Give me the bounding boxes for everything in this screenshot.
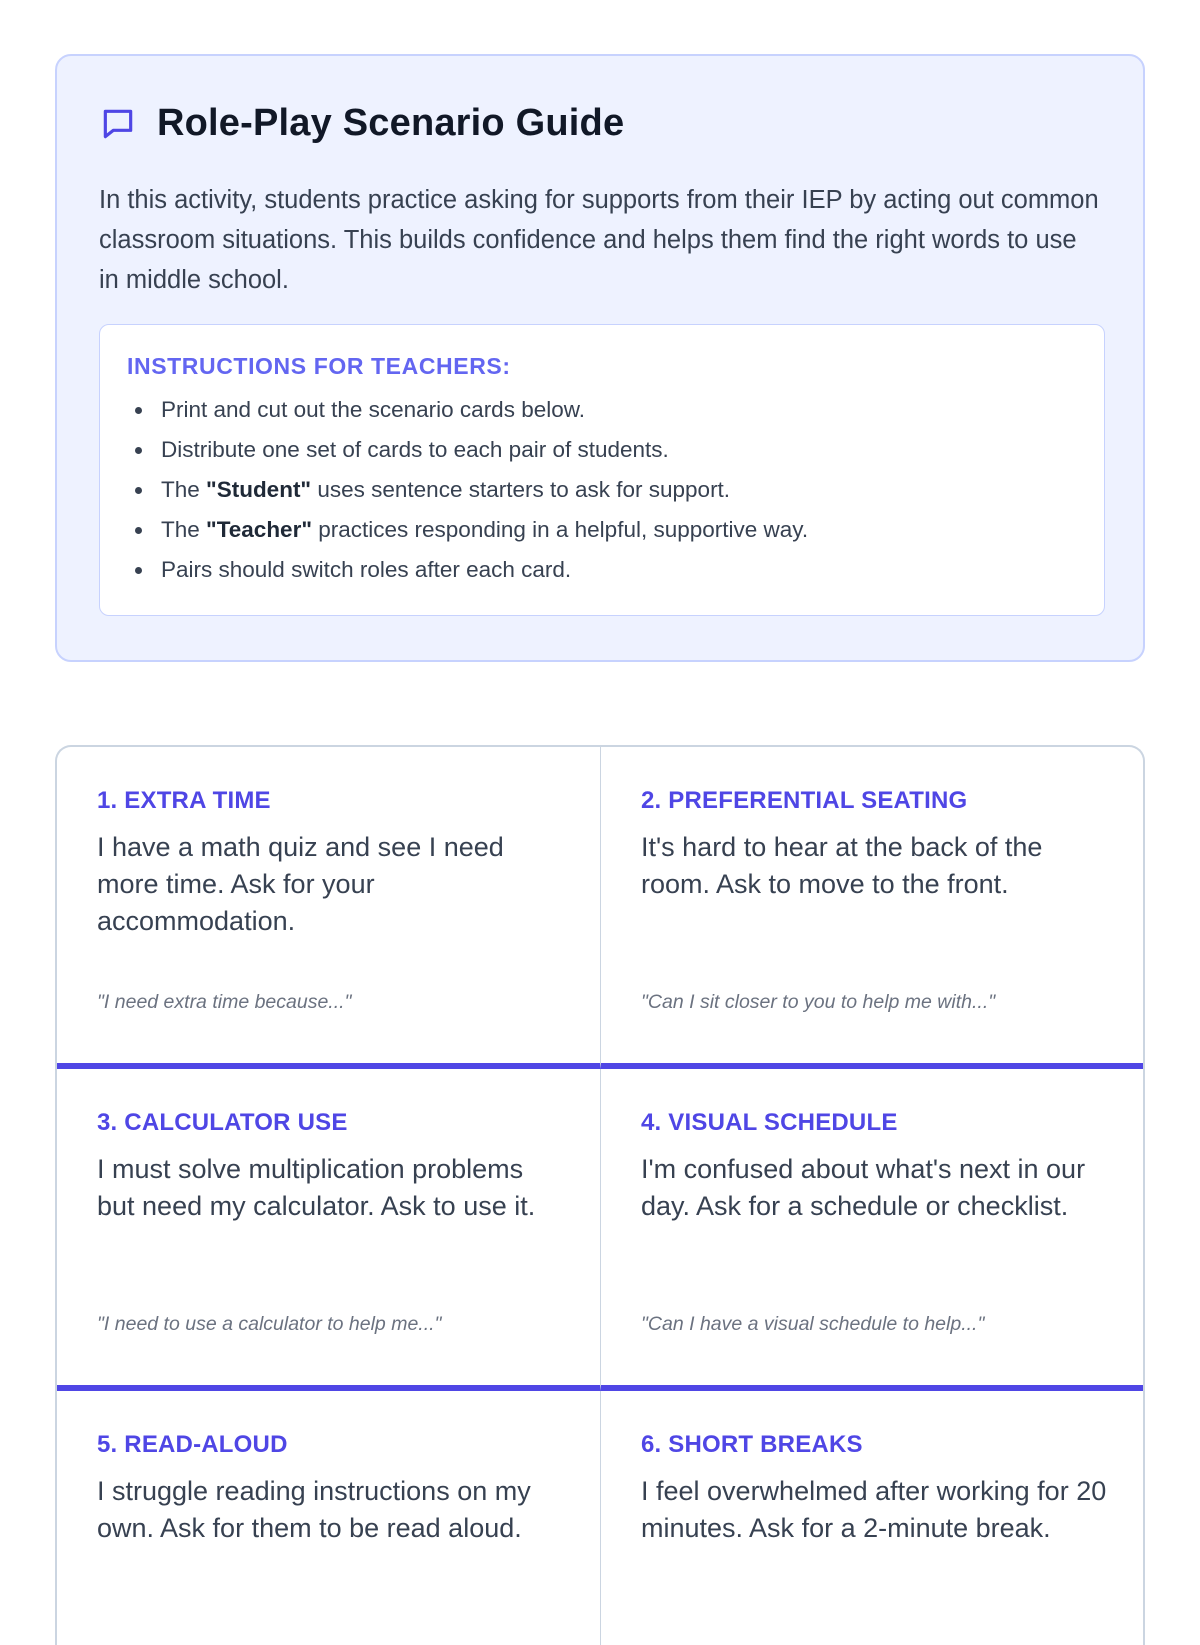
card-title: 6. SHORT BREAKS (641, 1431, 863, 1458)
instruction-item: Pairs should switch roles after each card. (127, 550, 1078, 590)
instruction-item: The "Student" uses sentence starters to ask for support. (127, 470, 1078, 510)
instruction-item: Print and cut out the scenario cards below. (127, 390, 1078, 430)
card-scenario-text: I feel overwhelmed after working for 20 minutes. Ask for a 2-minute break. (641, 1476, 1107, 1543)
card-scenario-text: I struggle reading instructions on my own. Ask for them to be read aloud. (97, 1476, 531, 1543)
card-scenario-text: I have a math quiz and see I need more time. Ask for your accommodation. (97, 832, 504, 936)
card-title: 4. VISUAL SCHEDULE (641, 1109, 898, 1136)
scenario-card (57, 1069, 601, 1391)
teacher-instructions-box (99, 324, 1105, 616)
scenario-card (601, 747, 1145, 1069)
card-sentence-starter: "I need extra time because..." (97, 991, 352, 1013)
card-sentence-starter: "Can I have a visual schedule to help..." (641, 1313, 985, 1335)
scenario-guide-panel (55, 54, 1145, 662)
card-scenario-text: It's hard to hear at the back of the room. Ask to move to the front. (641, 832, 1043, 899)
guide-title: Role-Play Scenario Guide (157, 102, 625, 144)
guide-header (99, 102, 624, 145)
scenario-card (601, 1069, 1145, 1391)
card-title: 1. EXTRA TIME (97, 787, 271, 814)
card-title: 2. PREFERENTIAL SEATING (641, 787, 968, 814)
scenario-card (57, 747, 601, 1069)
scenario-card (57, 1391, 601, 1645)
instruction-item: The "Teacher" practices responding in a helpful, supportive way. (127, 510, 1078, 550)
instruction-item: Distribute one set of cards to each pair of students. (127, 430, 1078, 470)
scenario-cards-grid (55, 745, 1145, 1645)
chat-bubble-icon (99, 105, 137, 143)
instructions-heading: INSTRUCTIONS FOR TEACHERS: (127, 353, 511, 379)
card-sentence-starter: "Can I sit closer to you to help me with..." (641, 991, 996, 1013)
scenario-card (601, 1391, 1145, 1645)
card-scenario-text: I'm confused about what's next in our day. Ask for a schedule or checklist. (641, 1154, 1086, 1221)
card-sentence-starter: "I need to use a calculator to help me..." (97, 1313, 442, 1335)
card-scenario-text: I must solve multiplication problems but need my calculator. Ask to use it. (97, 1154, 536, 1221)
card-title: 3. CALCULATOR USE (97, 1109, 348, 1136)
instructions-list (127, 390, 1078, 590)
guide-intro: In this activity, students practice asking for supports from their IEP by acting out common classroom situations. This builds confidence and helps them find the right words to use in middle school. (99, 186, 1099, 294)
card-title: 5. READ-ALOUD (97, 1431, 288, 1458)
